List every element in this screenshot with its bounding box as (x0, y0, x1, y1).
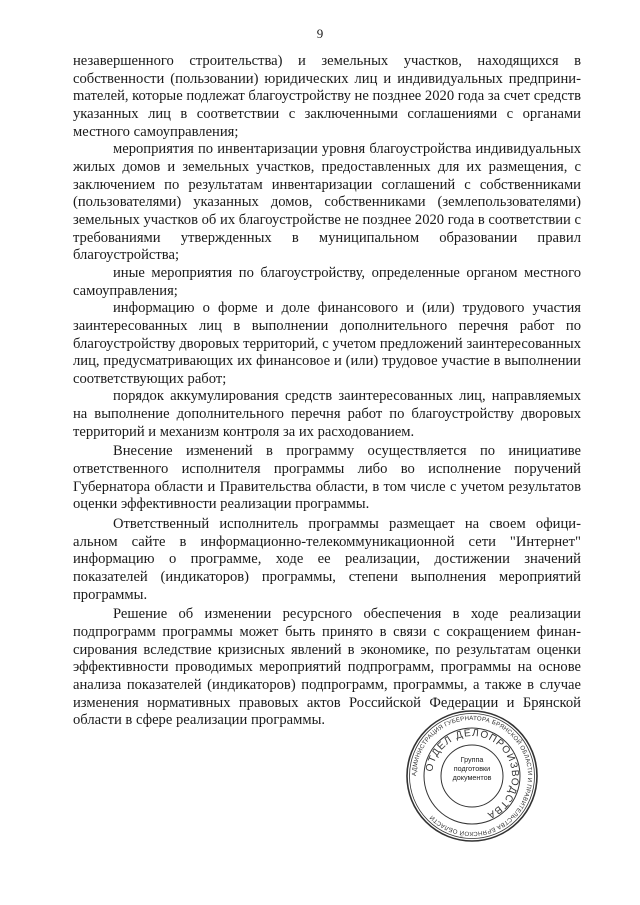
document-body (73, 53, 581, 730)
stamp-outer-text: АДМИНИСТРАЦИЯ ГУБЕРНАТОРА БРЯНСКОЙ ОБЛАСТИ И ПРАВИТЕЛЬСТВА БРЯНСКОЙ ОБЛАСТИ (410, 714, 534, 838)
paragraph-inventory-measures: мероприятия по инвентаризации уровня благоустройства индивидуальных жилых домов и земельных участков, предоставленных для их размещения, с заключением по результатам инвентаризации соглашений с собственниками (пользователями) указанных домов, собственниками (землепользователями) земельных участков об их благоустройстве не позднее 2020 года в соответствии с требованиями утвержденных в муниципальном образовании правил благоустройства; (73, 141, 581, 264)
stamp-center (448, 755, 496, 782)
stamp-center-line: подготовки (453, 764, 491, 773)
department-stamp (405, 709, 539, 843)
paragraph-resource-decision: Решение об изменении ресурсного обеспечения в ходе реализации подпрограмм программы может быть принято в связи с сокращением финансирования вследствие кризисных явлений в экономике, по результатам оценки эффективности проводимых мероприятий подпрограмм, программы на основе анализа показателей (индикаторов) подпрограмм, программы, а также в случае изменения нормативных правовых актов Российской Федерации и Брянской области в сфере реализации программы. (73, 606, 581, 729)
page-number: 9 (316, 26, 324, 41)
stamp-center-line: документов (452, 773, 492, 782)
stamp-center-line: Группа (460, 755, 484, 764)
paragraph-program-changes: Внесение изменений в программу осуществляется по инициативе ответственного исполнителя программы либо во исполнение поручений Губернатора области и Правительства области, в том числе с учетом результатов оценки эффективности реализации программы. (73, 443, 581, 513)
paragraph-other-measures: иные мероприятия по благоустройству, определенные органом местного самоуправления; (73, 264, 581, 299)
paragraph-funds-procedure: порядок аккумулирования средств заинтересованных лиц, направляемых на выполнение дополнительного перечня работ по благоустройству дворовых территорий и механизм контроля за их расходованием. (73, 388, 581, 440)
paragraph-website-info: Ответственный исполнитель программы размещает на своем официальном сайте в информационно-телекоммуникационной сети "Интернет" информацию о программе, ходе ее реализации, достижении значений показателей (индикаторов) программы, степени выполнения мероприятий программы. (73, 516, 581, 603)
paragraph-continuation: незавершенного строительства) и земельных участков, находящихся в собственности (пользовании) юридических лиц и индивидуальных предприниmателей, которые подлежат благоустройству не позднее 2020 года за счет средств указанных лиц в соответствии с заключенными соглашениями с органами местного самоуправления; (73, 53, 581, 140)
stamp-inner-text: ОТДЕЛ ДЕЛОПРОИЗВОДСТВА (424, 727, 521, 821)
paragraph-participation-info: информацию о форме и доле финансового и (или) трудового участия заинтересованных лиц в выполнении дополнительного перечня работ по благоустройству дворовых территорий, с учетом предложений заинтересованных лиц, предусматривающих их финансовое и (или) трудовое участие в выполнении соответствующих работ; (73, 300, 581, 387)
